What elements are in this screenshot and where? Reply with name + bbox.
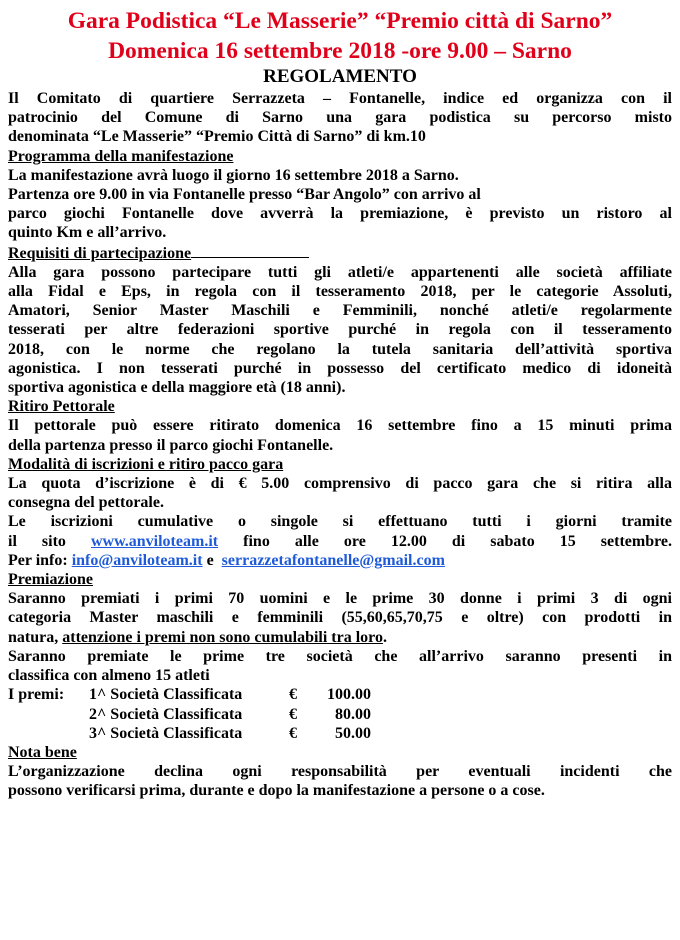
intro-line: Il Comitato di quartiere Serrazzeta – Fontanelle, indice ed organizza con il	[8, 90, 672, 107]
prize-currency: €	[289, 724, 297, 742]
site-link[interactable]: www.anviloteam.it	[90, 532, 219, 550]
requisiti-title	[8, 243, 672, 263]
premiazione-period: .	[382, 628, 387, 646]
requisiti-section	[8, 243, 672, 398]
requisiti-line: alla Fidal e Eps, in regola con il tesseramento 2018, per le categorie Assoluti,	[8, 283, 672, 301]
prize-amount: 100.00	[327, 686, 371, 704]
prize-position: 3^ Società Classificata	[89, 724, 243, 742]
intro-line: patrocinio del Comune di Sarno una gara podistica su percorso misto	[8, 109, 672, 127]
intro-section	[8, 89, 672, 147]
programma-section	[8, 147, 672, 243]
intro-line: denominata “Le Masserie” “Premio Città di Sarno” di km.10	[8, 128, 426, 146]
premiazione-line	[8, 628, 672, 647]
email-separator: e	[206, 551, 214, 569]
prize-row	[8, 705, 672, 724]
email-link-serrazzeta[interactable]: serrazzetafontanelle@gmail.com	[221, 551, 445, 569]
nota-line: L’organizzazione declina ogni responsabilità per eventuali incidenti che	[8, 763, 672, 781]
iscrizioni-line: Le iscrizioni cumulative o singole si effettuano tutti i giorni tramite	[8, 513, 672, 531]
info-line	[8, 551, 672, 570]
requisiti-title-text: Requisiti di partecipazione	[8, 244, 192, 262]
premiazione-section	[8, 570, 672, 743]
programma-line: La manifestazione avrà luogo il giorno 16 settembre 2018 a Sarno.	[8, 166, 459, 184]
regolamento-heading: REGOLAMENTO	[263, 66, 417, 87]
requisiti-line: sportiva agonistica e della maggiore età (18 anni).	[8, 379, 346, 397]
programma-line: quinto Km e all’arrivo.	[8, 224, 167, 242]
prize-amount: 50.00	[335, 724, 371, 742]
iscrizioni-title: Modalità di iscrizioni e ritiro pacco gara	[8, 455, 284, 473]
email-link-info[interactable]: info@anviloteam.it	[71, 551, 203, 569]
premiazione-text: natura,	[8, 628, 59, 646]
requisiti-line: Alla gara possono partecipare tutti gli atleti/e appartenenti alle società affiliate	[8, 263, 672, 281]
site-suffix: fino alle ore 12.00 di sabato 15 settembre.	[243, 532, 673, 550]
prize-position: 1^ Società Classificata	[89, 686, 243, 704]
title-underline	[191, 243, 309, 258]
requisiti-line: agonistica. I non tesserati purché in possesso del certificato medico di idoneità	[8, 359, 672, 377]
premiazione-line: categoria Master maschili e femminili (55,60,65,70,75 e oltre) con prodotti in	[8, 609, 672, 627]
ritiro-line: Il pettorale può essere ritirato domenica 16 settembre fino a 15 minuti prima	[8, 417, 672, 435]
site-prefix: il sito	[8, 532, 66, 550]
programma-line: Partenza ore 9.00 in via Fontanelle presso “Bar Angolo” con arrivo al	[8, 186, 481, 204]
prize-currency: €	[289, 686, 297, 704]
prizes-label: I premi:	[8, 686, 65, 704]
prize-row	[8, 685, 672, 704]
requisiti-line: tesserati per altre federazioni sportive purché in regola con il tesseramento	[8, 321, 672, 339]
event-title: Gara Podistica “Le Masserie” “Premio città di Sarno”	[67, 8, 613, 34]
iscrizioni-line: consegna del pettorale.	[8, 494, 164, 512]
premi-warning: attenzione i premi non sono cumulabili tra loro	[62, 628, 383, 646]
iscrizioni-line: La quota d’iscrizione è di € 5.00 comprensivo di pacco gara che si ritira alla	[8, 475, 672, 493]
nota-section	[8, 743, 672, 801]
premiazione-line: Saranno premiate le prime tre società che all’arrivo saranno presenti in	[8, 647, 672, 665]
programma-line: parco giochi Fontanelle dove avverrà la premiazione, è previsto un ristoro al	[8, 205, 672, 223]
prize-position: 2^ Società Classificata	[89, 705, 243, 723]
nota-title: Nota bene	[8, 743, 77, 761]
ritiro-section	[8, 397, 672, 455]
premiazione-line: Saranno premiati i primi 70 uomini e le prime 30 donne i primi 3 di ogni	[8, 590, 672, 608]
iscrizioni-line	[8, 532, 672, 551]
programma-title: Programma della manifestazione	[8, 147, 234, 165]
info-label: Per info:	[8, 551, 68, 569]
ritiro-line: della partenza presso il parco giochi Fontanelle.	[8, 436, 334, 454]
iscrizioni-section	[8, 455, 672, 570]
prize-amount: 80.00	[335, 705, 371, 723]
ritiro-title: Ritiro Pettorale	[8, 398, 115, 416]
prize-row	[8, 724, 672, 743]
premiazione-title: Premiazione	[8, 571, 94, 589]
event-date-title: Domenica 16 settembre 2018 -ore 9.00 – Sarno	[108, 38, 572, 64]
nota-line: possono verificarsi prima, durante e dopo la manifestazione a persone o a cose.	[8, 782, 545, 800]
requisiti-line: 2018, con le norme che regolano la tutela sanitaria dell’attività sportiva	[8, 340, 672, 358]
premiazione-line: classifica con almeno 15 atleti	[8, 667, 210, 685]
prize-currency: €	[289, 705, 297, 723]
requisiti-line: Amatori, Senior Master Maschili e Femminili, nonché atleti/e regolarmente	[8, 302, 672, 320]
